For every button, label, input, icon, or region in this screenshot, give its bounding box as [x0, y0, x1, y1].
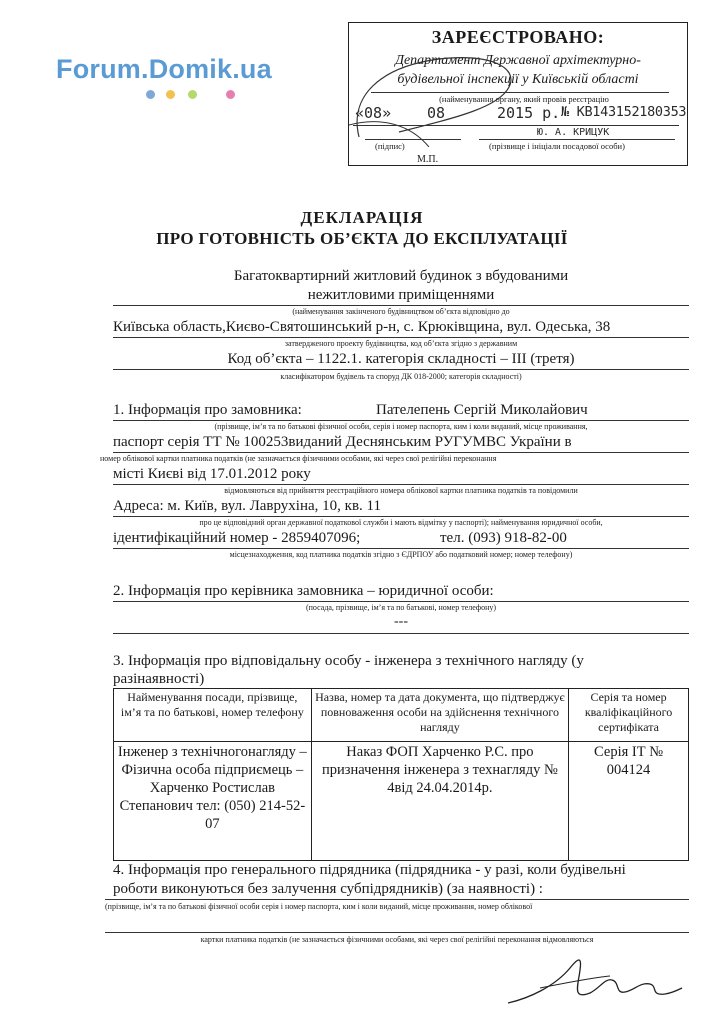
stamp-org-line2: будівельної інспекції у Київській області [397, 72, 639, 87]
section4-caption2: картки платника податків (не зазначається фізичними особами, які через свої релігійні переконання відмовляються [200, 935, 594, 944]
section1-caption4: про це відповідний орган державної податкової служби і мають відмітку у паспорті); найменування юридичної особи, [199, 518, 603, 527]
section3-heading-line2: разінаявності) [113, 671, 205, 687]
watermark-dot [146, 90, 155, 99]
section1-caption1: (прізвище, ім’я та по батькові фізичної особи, серія і номер паспорта, ким і коли виданий, місце проживання, [214, 422, 588, 431]
customer-name: Пателепень Сергій Миколайович [376, 402, 588, 418]
stamp-signature-icon [339, 37, 539, 147]
stamp-date-month: 08 [427, 104, 446, 122]
document-title: ДЕКЛАРАЦІЯ [300, 208, 424, 227]
customer-passport: паспорт серія ТТ № 100253виданий Деснянським РУГУМВС України в [113, 434, 572, 450]
object-code: Код об’єкта – 1122.1. категорія складності – ІІІ (третя) [227, 351, 575, 367]
stamp-date-year: 2015 р. [497, 104, 561, 122]
watermark-dots [146, 90, 246, 102]
table-cell-certificate: Серія ІТ № 004124 [569, 742, 689, 861]
stamp-reg-number: № КВ143152180353 [561, 104, 687, 120]
watermark-dot [188, 90, 197, 99]
section4-caption1: (прізвище, ім’я та по батькові фізичної особи серія і номер паспорта, ким і коли виданий, місце проживання, номер облікової [105, 902, 533, 911]
section1-heading: 1. Інформація про замовника: [113, 402, 302, 418]
registration-stamp [348, 22, 688, 166]
watermark-dot [226, 90, 235, 99]
customer-passport-city: місті Києві від 17.01.2012 року [113, 466, 311, 482]
stamp-title: ЗАРЕЄСТРОВАНО: [431, 27, 605, 47]
table-row [114, 742, 689, 861]
stamp-signature-caption: (підпис) [375, 141, 405, 151]
table-header-cell: Серія та номер кваліфікаційного сертифіката [569, 689, 689, 742]
section4-heading-line2: роботи виконуються без залучення субпідрядників) (за наявності) : [113, 881, 543, 897]
table-header-row [114, 689, 689, 742]
section1-caption3: відмовляються від прийняття реєстраційного номера облікової картки платника податків та повідомили [224, 486, 578, 495]
section4-heading-line1: 4. Інформація про генерального підрядника (підрядника - у разі, коли будівельні [113, 862, 626, 878]
object-code-caption: класифікатором будівель та споруд ДК 018-2000; категорія складності) [280, 372, 522, 381]
table-header-cell: Найменування посади, прізвище, ім’я та по батькові, номер телефону [114, 689, 312, 742]
object-address-caption: затвердженого проекту будівництва, код об’єкта згідно з державним [284, 339, 518, 348]
section1-caption5: місцезнаходження, код платника податків згідно з ЄДРПОУ або податковий номер; номер телефону) [229, 550, 573, 559]
section2-caption: (посада, прізвище, ім’я та по батькові, номер телефону) [305, 603, 497, 612]
section1-caption2: номер облікової картки платника податків (не зазначається фізичними особами, які через свої релігійні переконання [100, 454, 497, 463]
table-cell-document: Наказ ФОП Харченко Р.С. про призначення інженера з технагляду № 4від 24.04.2014р. [311, 742, 568, 861]
object-address: Київська область,Києво-Святошинський р-н, с. Крюківщина, вул. Одеська, 38 [113, 319, 611, 335]
signature-icon [500, 948, 690, 1013]
object-name-line1: Багатоквартирний житловий будинок з вбудованими [233, 268, 569, 284]
section2-heading: 2. Інформація про керівника замовника – юридичної особи: [113, 583, 494, 599]
watermark-dot [166, 90, 175, 99]
tech-supervision-table [113, 688, 689, 861]
stamp-mp: М.П. [417, 154, 439, 165]
stamp-date-day: «08» [355, 104, 392, 122]
document-subtitle: ПРО ГОТОВНІСТЬ ОБ’ЄКТА ДО ЕКСПЛУАТАЦІЇ [156, 229, 568, 248]
customer-phone: тел. (093) 918-82-00 [440, 530, 567, 546]
stamp-org-line1: Департамент Державної архітектурно- [395, 53, 641, 68]
section2-value: --- [394, 614, 408, 629]
object-name-caption: (найменування закінченого будівництвом об’єкта відповідно до [292, 307, 510, 316]
watermark-logo: Forum.Domik.ua [56, 54, 272, 84]
stamp-name-caption: (прізвище і ініціали посадової особи) [489, 141, 625, 151]
table-cell-engineer: Інженер з технічногонагляду – Фізична особа підприємець – Харченко Ростислав Степанович тел: (050) 214-52-07 [114, 742, 312, 861]
object-name-line2: нежитловими приміщеннями [307, 287, 495, 303]
customer-address: Адреса: м. Київ, вул. Лаврухіна, 10, кв. 11 [113, 498, 381, 514]
stamp-officer-name: Ю. А. КРИЦУК [537, 127, 610, 138]
table-header-cell: Назва, номер та дата документа, що підтверджує повноваження особи на здійснення технічного нагляду [311, 689, 568, 742]
section3-heading-line1: 3. Інформація про відповідальну особу - інженера з технічного нагляду (у [113, 653, 584, 669]
customer-tax-id: ідентифікаційний номер - 2859407096; [113, 530, 361, 546]
stamp-org-caption: (найменування органу, який провів реєстрацію [439, 94, 609, 104]
